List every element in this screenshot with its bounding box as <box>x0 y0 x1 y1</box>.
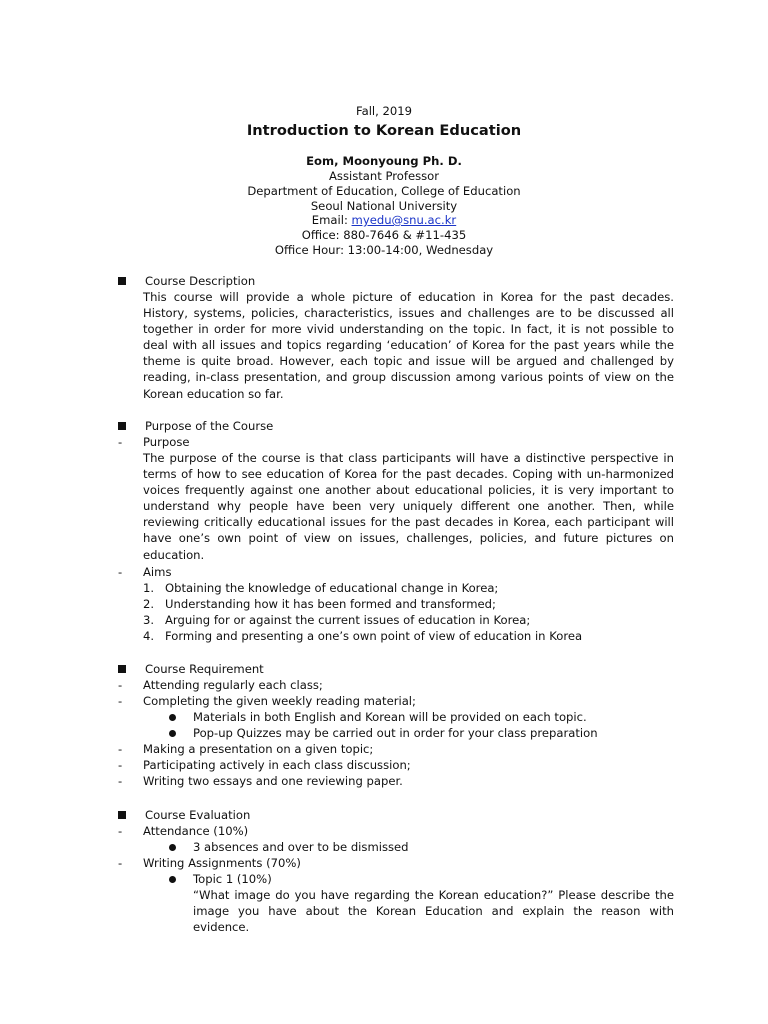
topic1-label: Topic 1 (10%) <box>193 872 272 886</box>
dash-marker: - <box>118 856 123 870</box>
aims-label: Aims <box>143 565 172 579</box>
requirement-subtext: Materials in both English and Korean will be provided on each topic. <box>193 710 587 724</box>
aim-number: 2. <box>143 597 155 611</box>
section-heading: Course Evaluation <box>145 808 251 822</box>
round-bullet-icon <box>169 844 176 851</box>
square-bullet-icon <box>118 422 126 430</box>
section-heading: Course Description <box>145 274 256 288</box>
instructor-position: Assistant Professor <box>328 169 440 183</box>
instructor-email-line <box>0 213 768 228</box>
purpose-label: Purpose <box>143 435 190 449</box>
requirement-text: Attending regularly each class; <box>143 678 323 692</box>
section-heading: Purpose of the Course <box>145 419 274 433</box>
dash-marker: - <box>118 565 123 579</box>
semester: Fall, 2019 <box>355 104 413 118</box>
dash-marker: - <box>118 824 123 838</box>
requirement-text: Writing two essays and one reviewing paper. <box>143 774 403 788</box>
dash-marker: - <box>118 742 123 756</box>
instructor-office-hour: Office Hour: 13:00-14:00, Wednesday <box>274 243 494 257</box>
instructor-department: Department of Education, College of Education <box>247 184 521 198</box>
course-title: Introduction to Korean Education <box>246 122 522 139</box>
instructor-university: Seoul National University <box>310 199 458 213</box>
dash-marker: - <box>118 678 123 692</box>
aim-text: Obtaining the knowledge of educational change in Korea; <box>165 581 499 595</box>
square-bullet-icon <box>118 277 126 285</box>
requirement-text: Participating actively in each class discussion; <box>143 758 411 772</box>
aim-number: 3. <box>143 613 155 627</box>
instructor-name: Eom, Moonyoung Ph. D. <box>306 154 462 168</box>
aim-text: Arguing for or against the current issues of education in Korea; <box>165 613 531 627</box>
attendance-label: Attendance (10%) <box>143 824 249 838</box>
section-heading: Course Requirement <box>145 662 264 676</box>
square-bullet-icon <box>118 665 126 673</box>
purpose-body: The purpose of the course is that class participants will have a distinctive perspective in terms of how to see education of Korea for the past decades. Coping with un-harmonized voices frequently against one another about educational policies, it is very important to understand why people have been very uniquely different one another. Then, while reviewing critically educational issues for the past decades in Korea, each participant will have one’s own point of view on issues, challenges, policies, and future pictures on education. <box>143 451 674 562</box>
dash-marker: - <box>118 694 123 708</box>
aim-text: Understanding how it has been formed and transformed; <box>165 597 496 611</box>
writing-label: Writing Assignments (70%) <box>143 856 301 870</box>
course-description-body: This course will provide a whole picture of education in Korea for the past decades. History, systems, policies, characteristics, issues and challenges are to be discussed all together in order for more vivid understanding on the topic. In fact, it is not possible to deal with all issues and topics regarding ‘education’ of Korea for the past years while the theme is quite broad. However, each topic and issue will be argued and challenged by reading, in-class presentation, and group discussion among various points of view on the Korean education so far. <box>143 290 674 401</box>
dash-marker: - <box>118 774 123 788</box>
aim-number: 4. <box>143 629 155 643</box>
email-label: Email: <box>311 213 352 227</box>
dash-marker: - <box>118 758 123 772</box>
round-bullet-icon <box>169 714 176 721</box>
dash-marker: - <box>118 435 123 449</box>
email-link[interactable]: myedu@snu.ac.kr <box>351 213 457 227</box>
instructor-office: Office: 880-7646 & #11-435 <box>301 228 467 242</box>
attendance-note: 3 absences and over to be dismissed <box>193 840 409 854</box>
round-bullet-icon <box>169 730 176 737</box>
requirement-subtext: Pop-up Quizzes may be carried out in order for your class preparation <box>193 726 598 740</box>
topic1-body: “What image do you have regarding the Korean education?” Please describe the image you have about the Korean Education and explain the reason with evidence. <box>193 888 674 935</box>
requirement-text: Making a presentation on a given topic; <box>143 742 374 756</box>
requirement-text: Completing the given weekly reading material; <box>143 694 416 708</box>
aim-number: 1. <box>143 581 155 595</box>
round-bullet-icon <box>169 876 176 883</box>
aim-text: Forming and presenting a one’s own point of view of education in Korea <box>165 629 583 643</box>
square-bullet-icon <box>118 811 126 819</box>
